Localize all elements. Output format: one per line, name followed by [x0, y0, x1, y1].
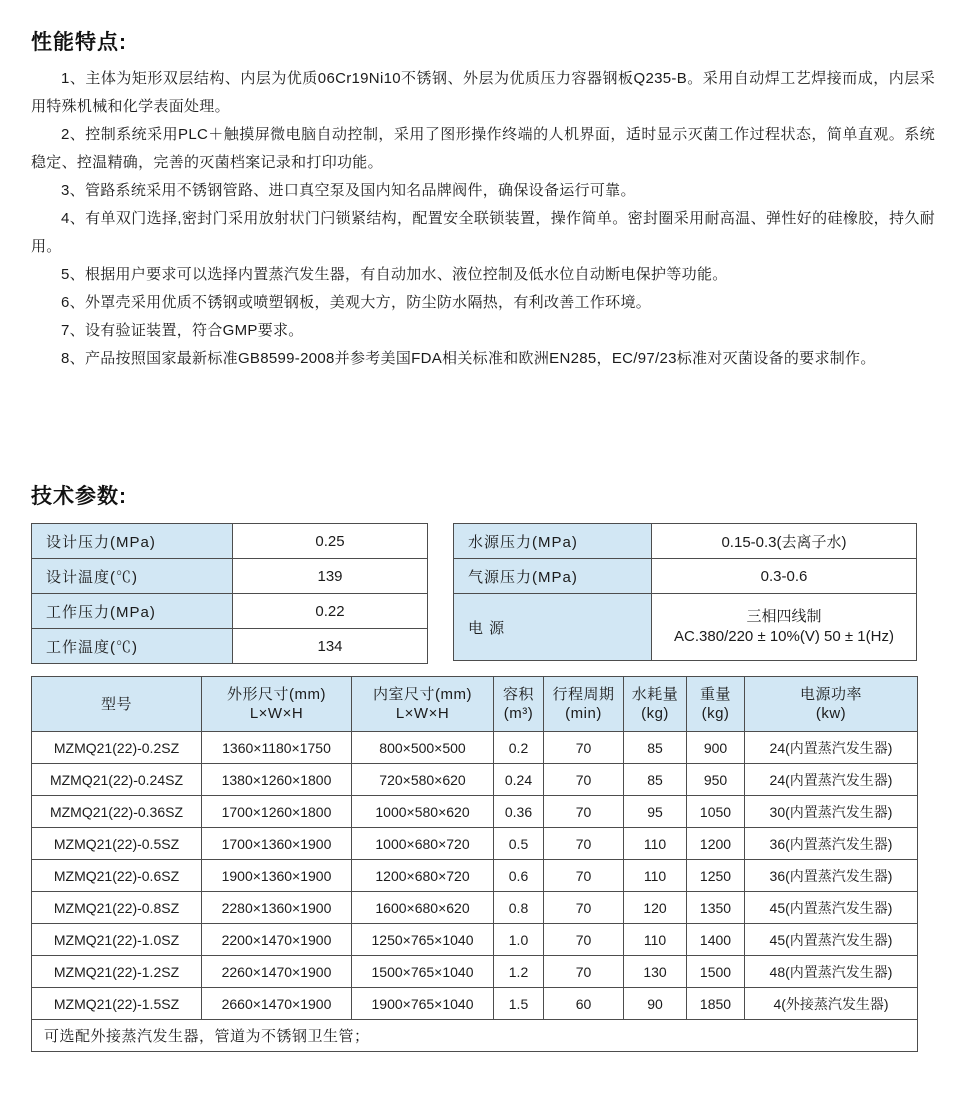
spec-header-cell — [202, 677, 352, 732]
spec-cell: 24(内置蒸汽发生器) — [745, 732, 918, 764]
design-param-value: 0.25 — [233, 524, 428, 559]
utility-param-value-line: 三相四线制 — [746, 608, 822, 625]
spec-row — [32, 764, 918, 796]
feature-paragraph: 4、有单双门选择,密封门采用放射状门闩锁紧结构，配置安全联锁装置，操作简单。密封圈采用耐高温、弹性好的硅橡胶，持久耐用。 — [31, 210, 935, 255]
spec-cell: 36(内置蒸汽发生器) — [745, 860, 918, 892]
spec-cell: 1.2 — [494, 956, 544, 988]
utility-param-value — [652, 594, 917, 661]
spec-row — [32, 892, 918, 924]
spec-cell: 900 — [687, 732, 745, 764]
spec-cell: 70 — [544, 764, 624, 796]
spec-cell: 70 — [544, 828, 624, 860]
spec-cell: MZMQ21(22)-1.2SZ — [32, 956, 202, 988]
spec-cell: MZMQ21(22)-0.2SZ — [32, 732, 202, 764]
spec-cell: 70 — [544, 892, 624, 924]
design-param-label: 工作温度(℃) — [32, 629, 233, 664]
spec-cell: 1380×1260×1800 — [202, 764, 352, 796]
design-param-value: 134 — [233, 629, 428, 664]
spec-cell: 2660×1470×1900 — [202, 988, 352, 1020]
spec-cell: 110 — [624, 860, 687, 892]
spec-header-line: (kg) — [641, 705, 669, 722]
spec-cell: MZMQ21(22)-0.6SZ — [32, 860, 202, 892]
spec-cell: 1200 — [687, 828, 745, 860]
spec-cell: 1900×1360×1900 — [202, 860, 352, 892]
spec-cell: 1400 — [687, 924, 745, 956]
spec-cell: 70 — [544, 732, 624, 764]
spec-cell: 1700×1260×1800 — [202, 796, 352, 828]
spec-cell: 1600×680×620 — [352, 892, 494, 924]
spec-cell: 30(内置蒸汽发生器) — [745, 796, 918, 828]
spec-cell: 1250 — [687, 860, 745, 892]
spec-header-cell — [624, 677, 687, 732]
spec-cell: 0.6 — [494, 860, 544, 892]
spec-header-cell — [544, 677, 624, 732]
spec-cell: 70 — [544, 860, 624, 892]
design-params-table — [31, 523, 428, 664]
feature-paragraph: 5、根据用户要求可以选择内置蒸汽发生器，有自动加水、液位控制及低水位自动断电保护等功能。 — [61, 266, 728, 283]
spec-cell: 1.5 — [494, 988, 544, 1020]
spec-footnote: 可选配外接蒸汽发生器，管道为不锈钢卫生管； — [32, 1020, 918, 1052]
design-param-row — [32, 629, 428, 664]
spec-cell: 70 — [544, 956, 624, 988]
spec-cell: 0.8 — [494, 892, 544, 924]
spec-header-cell — [745, 677, 918, 732]
spec-cell: 110 — [624, 828, 687, 860]
spec-cell: 1200×680×720 — [352, 860, 494, 892]
spec-cell: 0.5 — [494, 828, 544, 860]
spec-cell: 2260×1470×1900 — [202, 956, 352, 988]
design-param-label: 设计温度(℃) — [32, 559, 233, 594]
spec-cell: 4(外接蒸汽发生器) — [745, 988, 918, 1020]
utility-param-row — [454, 524, 917, 559]
utility-params-table — [453, 523, 917, 661]
utility-param-label: 水源压力(MPa) — [454, 524, 652, 559]
feature-paragraph: 2、控制系统采用PLC＋触摸屏微电脑自动控制，采用了图形操作终端的人机界面，适时显示灭菌工作过程状态，简单直观。系统稳定、控温精确，完善的灭菌档案记录和打印功能。 — [31, 126, 935, 171]
spec-cell: 95 — [624, 796, 687, 828]
spec-header-line: L×W×H — [395, 705, 450, 722]
spec-row — [32, 988, 918, 1020]
spec-header-line: (min) — [565, 705, 602, 722]
spec-cell: MZMQ21(22)-0.8SZ — [32, 892, 202, 924]
spec-cell: 48(内置蒸汽发生器) — [745, 956, 918, 988]
spec-cell: 720×580×620 — [352, 764, 494, 796]
spec-cell: 45(内置蒸汽发生器) — [745, 892, 918, 924]
spec-row — [32, 924, 918, 956]
spec-header-cell — [32, 677, 202, 732]
spec-cell: 85 — [624, 764, 687, 796]
spec-table-header — [32, 677, 918, 732]
feature-paragraph: 7、设有验证装置，符合GMP要求。 — [61, 322, 304, 339]
spec-header-row — [32, 677, 918, 732]
utility-param-row — [454, 559, 917, 594]
section-title-features: 性能特点: — [31, 31, 127, 54]
design-param-label: 设计压力(MPa) — [32, 524, 233, 559]
spec-cell: 85 — [624, 732, 687, 764]
spec-table — [31, 676, 918, 1052]
spec-cell: 2280×1360×1900 — [202, 892, 352, 924]
spec-header-line: 外形尺寸(mm) — [227, 686, 326, 703]
design-param-value: 0.22 — [233, 594, 428, 629]
spec-header-cell — [687, 677, 745, 732]
spec-cell: 120 — [624, 892, 687, 924]
spec-row — [32, 796, 918, 828]
utility-param-value: 0.3-0.6 — [652, 559, 917, 594]
spec-header-cell — [494, 677, 544, 732]
spec-cell: 2200×1470×1900 — [202, 924, 352, 956]
spec-footnote-row — [32, 1020, 918, 1052]
feature-paragraph: 3、管路系统采用不锈钢管路、进口真空泵及国内知名品牌阀件，确保设备运行可靠。 — [61, 182, 636, 199]
features-list — [31, 65, 935, 373]
utility-param-value: 0.15-0.3(去离子水) — [652, 524, 917, 559]
spec-cell: MZMQ21(22)-1.0SZ — [32, 924, 202, 956]
spec-cell: 36(内置蒸汽发生器) — [745, 828, 918, 860]
spec-row — [32, 828, 918, 860]
spec-cell: 800×500×500 — [352, 732, 494, 764]
spec-cell: 110 — [624, 924, 687, 956]
spec-cell: 45(内置蒸汽发生器) — [745, 924, 918, 956]
spec-cell: 0.24 — [494, 764, 544, 796]
spec-cell: 24(内置蒸汽发生器) — [745, 764, 918, 796]
feature-paragraph: 8、产品按照国家最新标准GB8599-2008并参考美国FDA相关标准和欧洲EN285，EC/97/23标准对灭菌设备的要求制作。 — [61, 350, 876, 367]
spec-cell: 60 — [544, 988, 624, 1020]
spec-header-line: (kg) — [701, 705, 730, 722]
spec-cell: 1360×1180×1750 — [202, 732, 352, 764]
utility-param-label: 气源压力(MPa) — [454, 559, 652, 594]
design-param-row — [32, 559, 428, 594]
feature-paragraph: 1、主体为矩形双层结构、内层为优质06Cr19Ni10不锈钢、外层为优质压力容器钢板Q235-B。采用自动焊工艺焊接而成，内层采用特殊机械和化学表面处理。 — [31, 70, 935, 115]
spec-table-body — [32, 732, 918, 1020]
spec-header-line: 电源功率 — [799, 686, 862, 703]
spec-cell: 1050 — [687, 796, 745, 828]
spec-cell: 90 — [624, 988, 687, 1020]
design-param-value: 139 — [233, 559, 428, 594]
spec-header-line: 内室尺寸(mm) — [373, 686, 472, 703]
section-title-params: 技术参数: — [31, 485, 127, 508]
spec-cell: 1900×765×1040 — [352, 988, 494, 1020]
spec-row — [32, 860, 918, 892]
design-param-row — [32, 594, 428, 629]
spec-header-cell — [352, 677, 494, 732]
utility-param-row — [454, 594, 917, 661]
utility-param-value-line: AC.380/220 ± 10%(V) 50 ± 1(Hz) — [674, 628, 894, 645]
spec-header-line: 容积 — [502, 686, 534, 703]
spec-header-line: 行程周期 — [552, 686, 615, 703]
param-tables — [31, 523, 935, 664]
utility-param-label: 电 源 — [454, 594, 652, 661]
spec-cell: 0.36 — [494, 796, 544, 828]
spec-header-line: (m³) — [503, 705, 534, 722]
spec-cell: 1500×765×1040 — [352, 956, 494, 988]
spec-cell: MZMQ21(22)-0.24SZ — [32, 764, 202, 796]
spec-cell: MZMQ21(22)-1.5SZ — [32, 988, 202, 1020]
spec-cell: 1000×680×720 — [352, 828, 494, 860]
spec-header-line: (kw) — [815, 705, 847, 722]
spec-cell: 1250×765×1040 — [352, 924, 494, 956]
spec-cell: 0.2 — [494, 732, 544, 764]
spec-cell: 950 — [687, 764, 745, 796]
spec-cell: 1500 — [687, 956, 745, 988]
spec-header-line: L×W×H — [249, 705, 304, 722]
spec-cell: 1700×1360×1900 — [202, 828, 352, 860]
spec-cell: 1.0 — [494, 924, 544, 956]
spec-header-line: 水耗量 — [631, 686, 679, 703]
spec-cell: 1000×580×620 — [352, 796, 494, 828]
spec-cell: 70 — [544, 796, 624, 828]
spec-cell: MZMQ21(22)-0.5SZ — [32, 828, 202, 860]
spec-row — [32, 732, 918, 764]
design-param-row — [32, 524, 428, 559]
spec-cell: MZMQ21(22)-0.36SZ — [32, 796, 202, 828]
feature-paragraph: 6、外罩壳采用优质不锈钢或喷塑钢板，美观大方，防尘防水隔热，有利改善工作环境。 — [61, 294, 652, 311]
spec-cell: 1850 — [687, 988, 745, 1020]
spec-cell: 1350 — [687, 892, 745, 924]
spec-header-line: 型号 — [100, 695, 132, 713]
spec-header-line: 重量 — [699, 686, 731, 703]
design-param-label: 工作压力(MPa) — [32, 594, 233, 629]
spec-cell: 70 — [544, 924, 624, 956]
spec-row — [32, 956, 918, 988]
spec-cell: 130 — [624, 956, 687, 988]
